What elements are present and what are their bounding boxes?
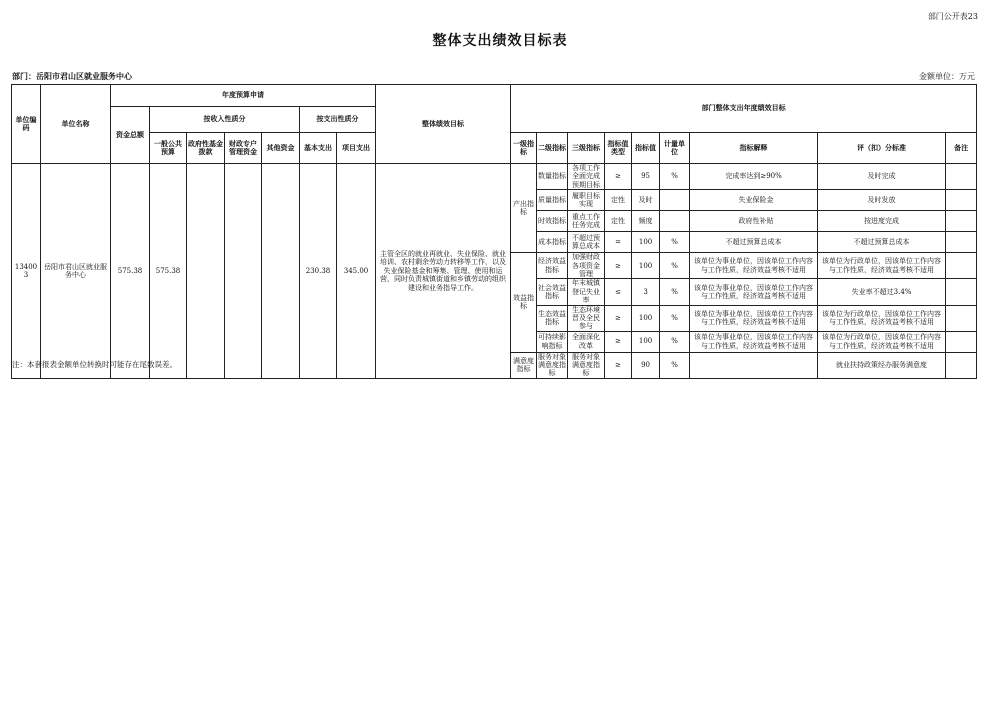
level3-cell: 生态环境晋及全民参与	[568, 305, 605, 331]
explanation-cell: 政府性补贴	[690, 211, 818, 232]
gov-fund-cell	[187, 164, 225, 379]
value-type-cell: ≥	[605, 331, 632, 352]
value-type-cell: ≥	[605, 305, 632, 331]
header-scoring: 评（扣）分标准	[818, 133, 946, 164]
header-by-income: 按收入性质分	[150, 107, 300, 133]
value-cell: 及时	[632, 190, 660, 211]
header-explanation: 指标解释	[690, 133, 818, 164]
amount-unit-label: 金额单位：万元	[919, 72, 975, 81]
header-overall-goal: 整体绩效目标	[376, 85, 511, 164]
footnote: 注：本套报表金额单位转换时可能存在尾数误差。	[12, 360, 177, 369]
header-level3: 三级指标	[568, 133, 605, 164]
measure-unit-cell	[660, 190, 690, 211]
total-funds-cell: 575.38	[111, 164, 150, 379]
value-cell: 频度	[632, 211, 660, 232]
scoring-cell: 失业率不超过3.4%	[818, 279, 946, 305]
header-measure-unit: 计量单位	[660, 133, 690, 164]
explanation-cell: 失业保险金	[690, 190, 818, 211]
explanation-cell	[690, 352, 818, 378]
header-dept-goal: 部门整体支出年度绩效目标	[511, 85, 977, 133]
value-cell: 100	[632, 305, 660, 331]
header-general-budget: 一般公共预算	[150, 133, 187, 164]
value-type-cell: 定性	[605, 190, 632, 211]
header-annual-budget: 年度预算申请	[111, 85, 376, 107]
remarks-cell	[946, 190, 977, 211]
remarks-cell	[946, 305, 977, 331]
level3-cell: 各项工作全面完成预期目标	[568, 164, 605, 190]
explanation-cell: 该单位为事业单位，因该单位工作内容与工作性质，经济效益考核不适用	[690, 305, 818, 331]
measure-unit-cell: %	[660, 305, 690, 331]
remarks-cell	[946, 253, 977, 279]
level3-cell: 服务对象满意度指标	[568, 352, 605, 378]
basic-expense-cell: 230.38	[300, 164, 337, 379]
remarks-cell	[946, 352, 977, 378]
value-type-cell: ≥	[605, 253, 632, 279]
department-label: 部门：岳阳市君山区就业服务中心	[12, 71, 132, 81]
level1-cell: 效益指标	[511, 253, 537, 353]
overall-goal-cell: 主管全区的就业再就业、失业保险、就业培训、农村剩余劳动力转移等工作，以及失业保险基金和筹集、管理、使用和运营，同时负责城镇街道和乡镇劳动的组织建设和业务指导工作。	[376, 164, 511, 379]
level2-cell: 生态效益指标	[537, 305, 568, 331]
header-project-expense: 项目支出	[337, 133, 376, 164]
scoring-cell: 不超过预算总成本	[818, 232, 946, 253]
header-gov-fund: 政府性基金拨款	[187, 133, 225, 164]
header-remarks: 备注	[946, 133, 977, 164]
level2-cell: 经济效益指标	[537, 253, 568, 279]
level2-cell: 数量指标	[537, 164, 568, 190]
scoring-cell: 就业扶持政策经办服务满意度	[818, 352, 946, 378]
other-fund-cell	[262, 164, 300, 379]
header-value-type: 指标值类型	[605, 133, 632, 164]
scoring-cell: 该单位为行政单位，因该单位工作内容与工作性质，经济效益考核不适用	[818, 331, 946, 352]
scoring-cell: 按进度完成	[818, 211, 946, 232]
measure-unit-cell: %	[660, 253, 690, 279]
remarks-cell	[946, 211, 977, 232]
header-special-fund: 财政专户管理资金	[225, 133, 262, 164]
value-cell: 3	[632, 279, 660, 305]
level3-cell: 加强财政各项资金管理	[568, 253, 605, 279]
level3-cell: 不超过预算总成本	[568, 232, 605, 253]
explanation-cell: 不超过预算总成本	[690, 232, 818, 253]
performance-goal-table	[11, 84, 977, 379]
value-cell: 90	[632, 352, 660, 378]
value-cell: 100	[632, 253, 660, 279]
header-total-funds: 资金总额	[111, 107, 150, 164]
scoring-cell: 及时完成	[818, 164, 946, 190]
header-basic-expense: 基本支出	[300, 133, 337, 164]
scoring-cell: 该单位为行政单位，因该单位工作内容与工作性质，经济效益考核不适用	[818, 305, 946, 331]
remarks-cell	[946, 164, 977, 190]
measure-unit-cell: %	[660, 232, 690, 253]
measure-unit-cell: %	[660, 279, 690, 305]
level2-cell: 可持续影响指标	[537, 331, 568, 352]
value-type-cell: =	[605, 232, 632, 253]
value-cell: 100	[632, 331, 660, 352]
measure-unit-cell	[660, 211, 690, 232]
value-type-cell: ≥	[605, 352, 632, 378]
level3-cell: 重点工作任务完成	[568, 211, 605, 232]
unit-code-cell: 134003	[12, 164, 41, 379]
level3-cell: 全面深化改革	[568, 331, 605, 352]
level2-cell: 社会效益指标	[537, 279, 568, 305]
level2-cell: 质量指标	[537, 190, 568, 211]
header-unit-code: 单位编码	[12, 85, 41, 164]
page-title: 整体支出绩效目标表	[432, 33, 568, 49]
header-by-expense: 按支出性质分	[300, 107, 376, 133]
value-cell: 100	[632, 232, 660, 253]
level2-cell: 时效指标	[537, 211, 568, 232]
remarks-cell	[946, 232, 977, 253]
explanation-cell: 该单位为事业单位，因该单位工作内容与工作性质，经济效益考核不适用	[690, 253, 818, 279]
unit-name-cell: 岳阳市君山区就业服务中心	[41, 164, 111, 379]
remarks-cell	[946, 279, 977, 305]
measure-unit-cell: %	[660, 352, 690, 378]
header-level1: 一级指标	[511, 133, 537, 164]
level3-cell: 履职目标实现	[568, 190, 605, 211]
general-budget-cell: 575.38	[150, 164, 187, 379]
level3-cell: 年末城镇登记失业率	[568, 279, 605, 305]
table-row	[12, 164, 977, 190]
measure-unit-cell: %	[660, 331, 690, 352]
header-value: 指标值	[632, 133, 660, 164]
explanation-cell: 该单位为事业单位，因该单位工作内容与工作性质，经济效益考核不适用	[690, 279, 818, 305]
remarks-cell	[946, 331, 977, 352]
header-other-fund: 其他资金	[262, 133, 300, 164]
explanation-cell: 该单位为事业单位，因该单位工作内容与工作性质，经济效益考核不适用	[690, 331, 818, 352]
project-expense-cell: 345.00	[337, 164, 376, 379]
value-type-cell: ≤	[605, 279, 632, 305]
scoring-cell: 该单位为行政单位，因该单位工作内容与工作性质，经济效益考核不适用	[818, 253, 946, 279]
measure-unit-cell: %	[660, 164, 690, 190]
value-type-cell: 定性	[605, 211, 632, 232]
explanation-cell: 完成率达到≥90%	[690, 164, 818, 190]
value-type-cell: ≥	[605, 164, 632, 190]
header-level2: 二级指标	[537, 133, 568, 164]
level1-cell: 满意度指标	[511, 352, 537, 378]
value-cell: 95	[632, 164, 660, 190]
level2-cell: 成本指标	[537, 232, 568, 253]
level1-cell: 产出指标	[511, 164, 537, 253]
level2-cell: 服务对象满意度指标	[538, 352, 567, 378]
page-number-label: 部门公开表23	[927, 12, 978, 21]
scoring-cell: 及时发放	[818, 190, 946, 211]
special-fund-cell	[225, 164, 262, 379]
header-unit-name: 单位名称	[41, 85, 111, 164]
